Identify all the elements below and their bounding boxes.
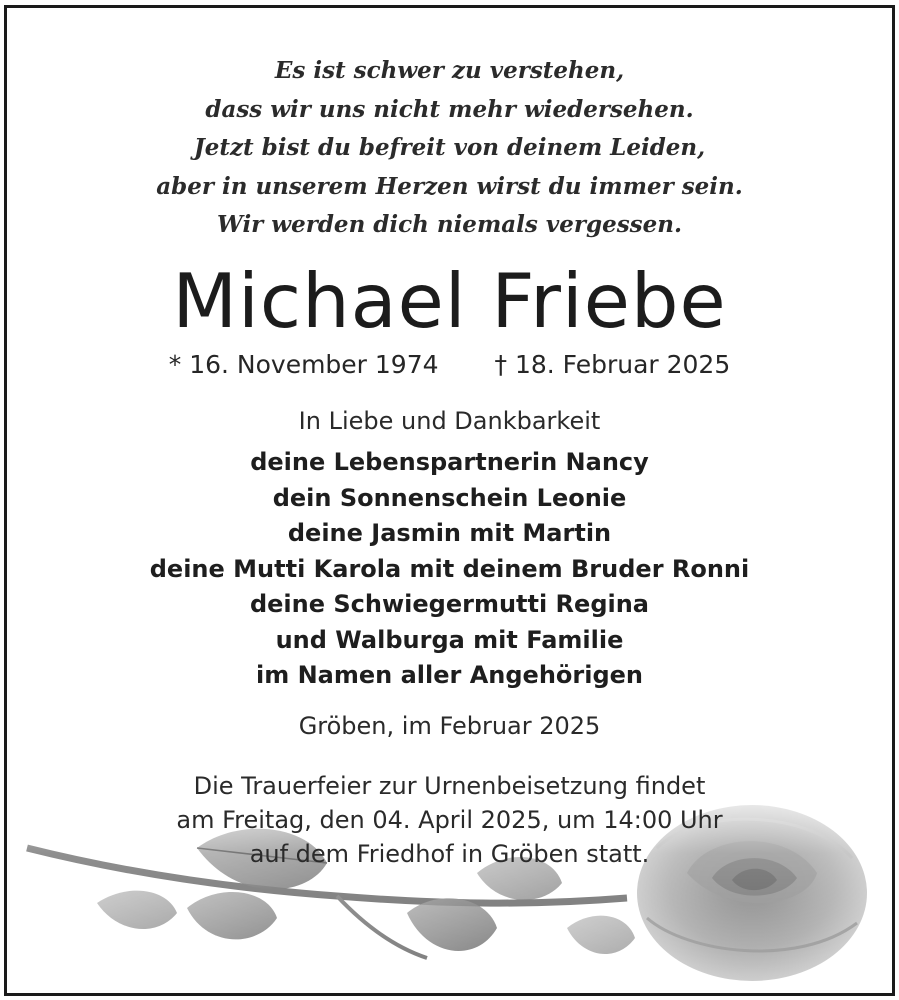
death-date: † 18. Februar 2025 [494, 350, 731, 379]
mourner-line: im Namen aller Angehörigen [255, 661, 643, 689]
quote-line: Es ist schwer zu verstehen, [274, 57, 625, 84]
memorial-quote [7, 52, 892, 245]
mourner-line: deine Jasmin mit Martin [287, 519, 612, 547]
birth-date: * 16. November 1974 [168, 350, 439, 379]
dedication-intro: In Liebe und Dankbarkeit [298, 407, 601, 435]
mourner-line: deine Schwiegermutti Regina [249, 590, 650, 618]
life-dates [7, 348, 892, 382]
place-and-date: Gröben, im Februar 2025 [298, 712, 601, 740]
service-line: am Freitag, den 04. April 2025, um 14:00 Uhr [176, 806, 723, 834]
service-line: auf dem Friedhof in Gröben statt. [249, 840, 650, 868]
mourner-line: deine Mutti Karola mit deinem Bruder Ronni [149, 554, 750, 583]
service-line: Die Trauerfeier zur Urnenbeisetzung findet [193, 772, 706, 800]
funeral-service-info [7, 769, 892, 871]
mourner-line: dein Sonnenschein Leonie [272, 483, 627, 512]
quote-line: dass wir uns nicht mehr wiedersehen. [205, 95, 694, 123]
deceased-name: Michael Friebe [172, 257, 727, 345]
quote-line: Jetzt bist du befreit von deinem Leiden, [193, 134, 706, 161]
quote-line: Wir werden dich niemals vergessen. [217, 211, 682, 238]
mourner-line: und Walburga mit Familie [275, 625, 624, 654]
mourner-line: deine Lebenspartnerin Nancy [250, 448, 649, 476]
mourners-list [7, 445, 892, 694]
quote-line: aber in unserem Herzen wirst du immer sein. [156, 172, 743, 200]
obituary-card [4, 5, 895, 996]
